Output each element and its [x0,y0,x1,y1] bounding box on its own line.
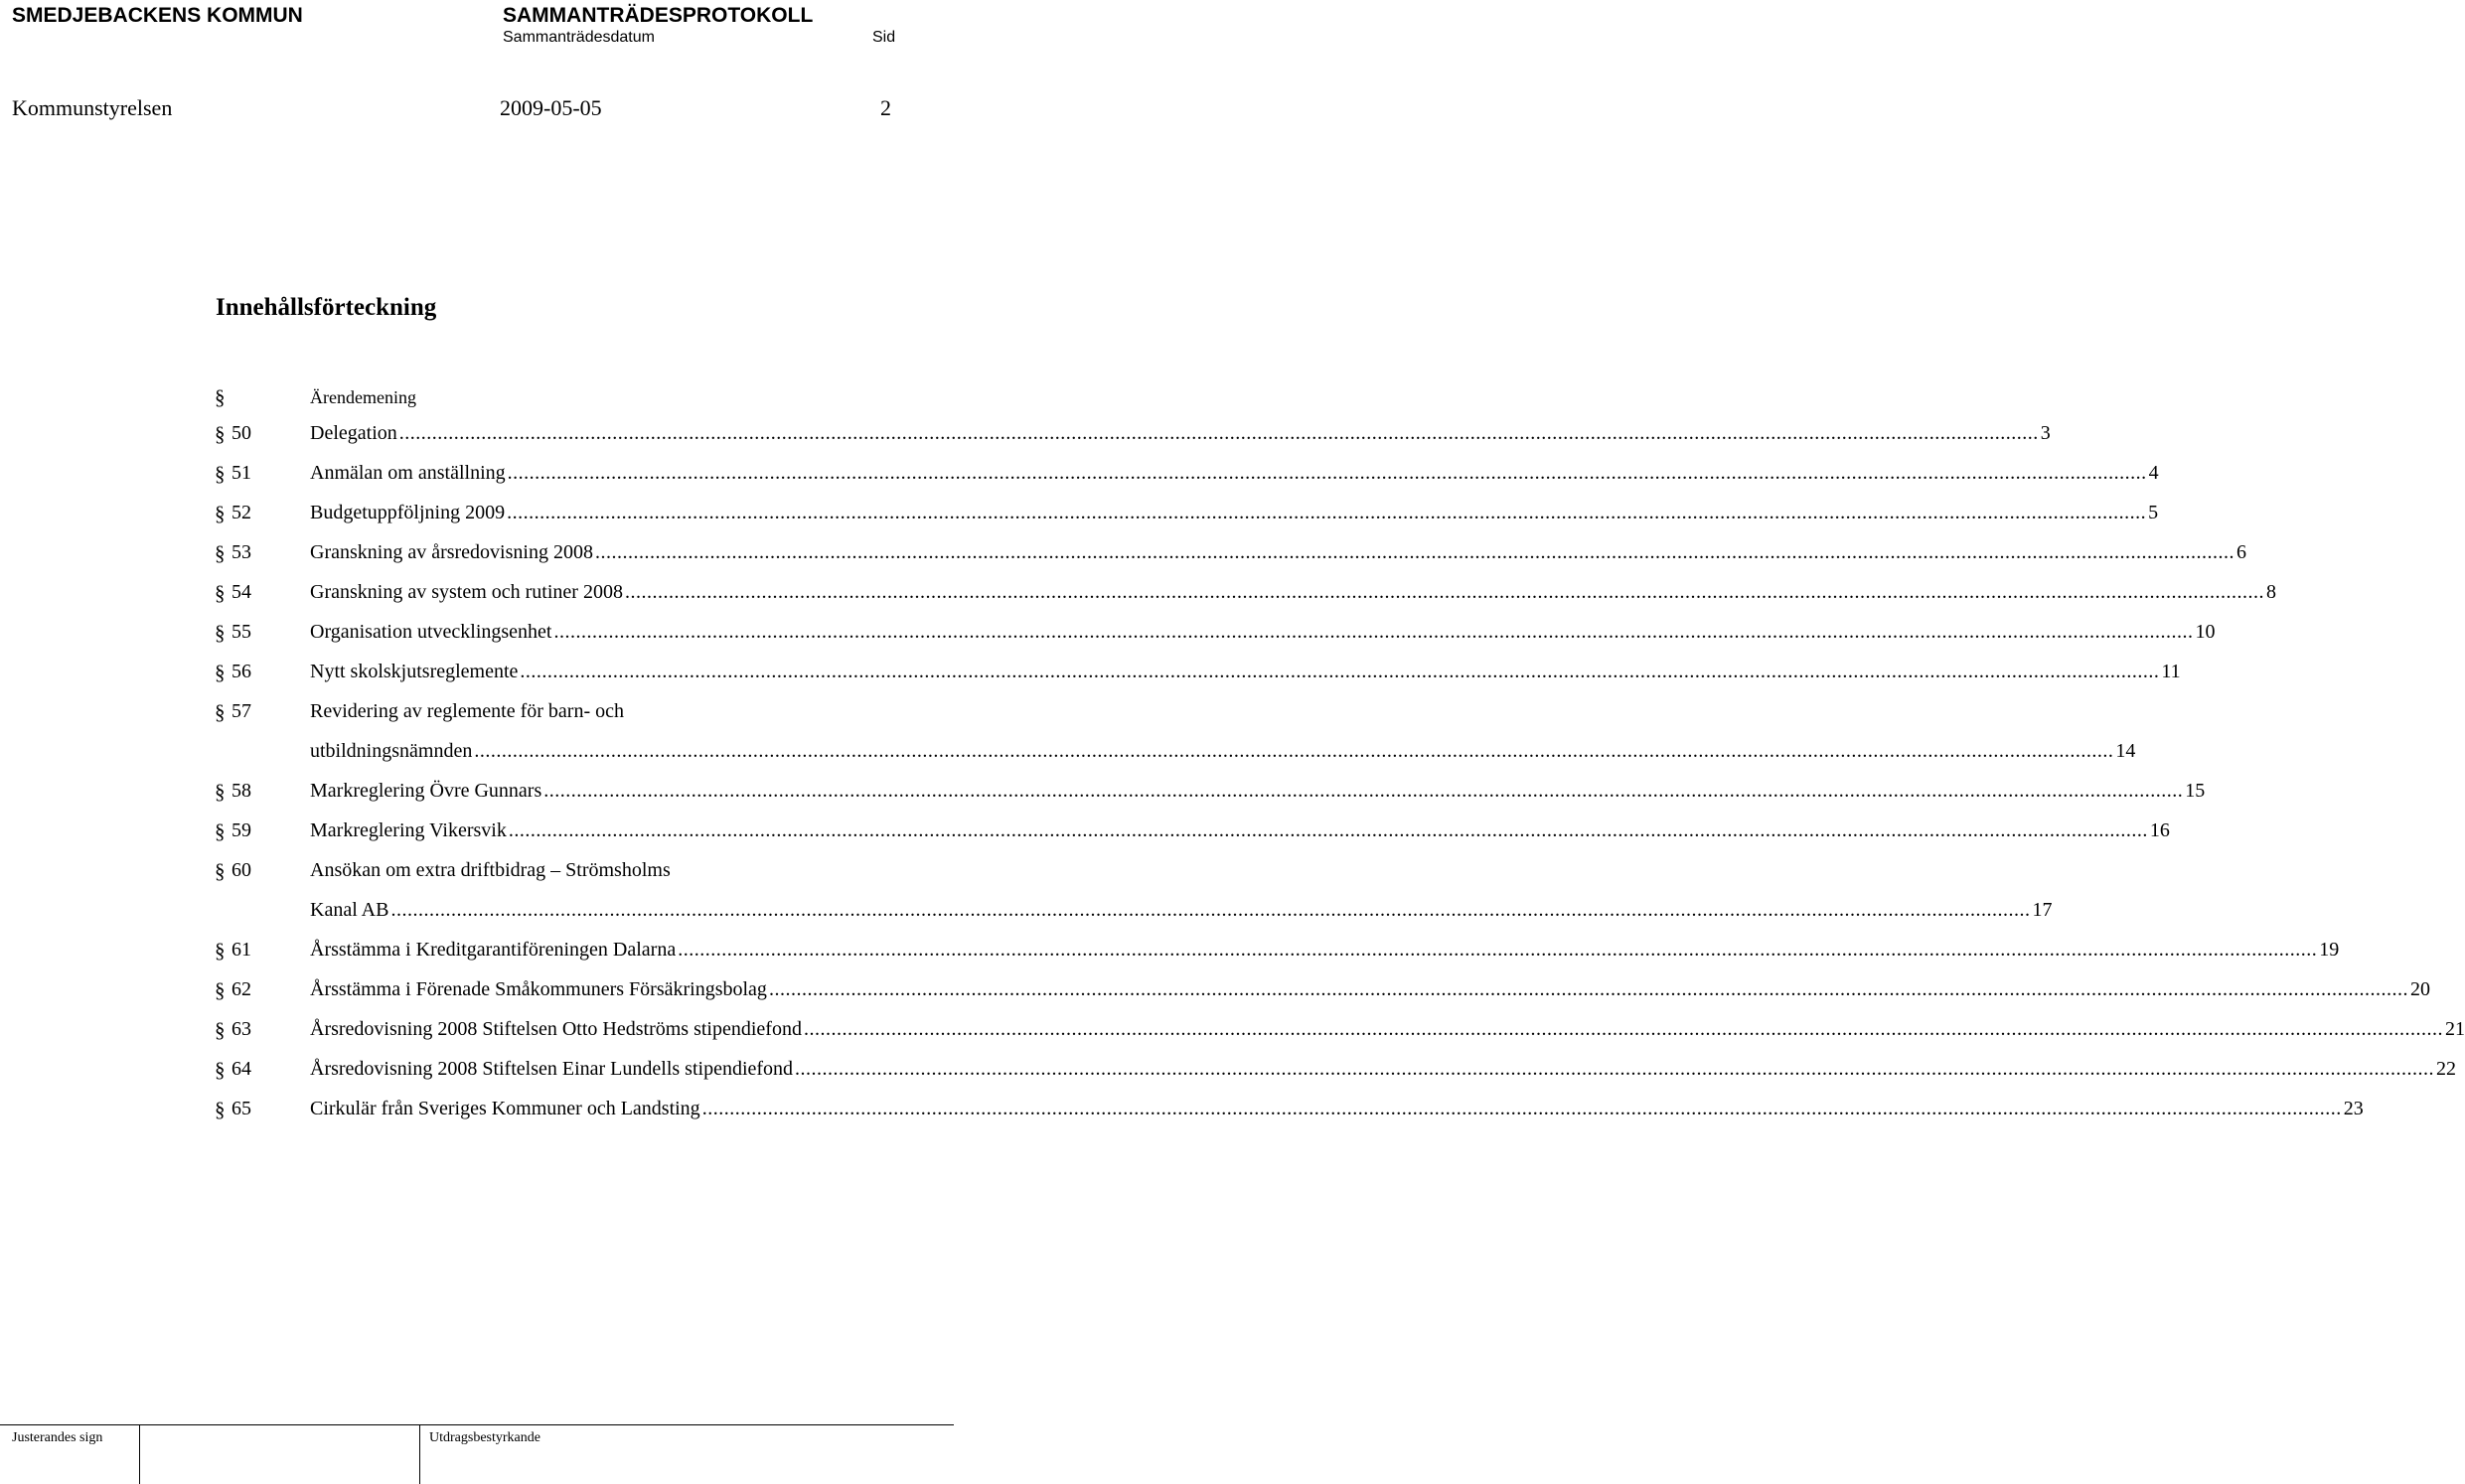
entry-page: 8 [2265,581,2276,603]
dot-leader: ............................................................................................................................................................................................................................................................................................................ [624,581,2264,603]
entry-dot-leader-line [310,1058,2457,1081]
entry-page: 21 [2444,1018,2465,1040]
toc-entry[interactable] [0,939,2340,972]
section-symbol: § [215,661,226,684]
toc-entry[interactable] [0,502,2159,535]
entry-page: 4 [2148,462,2159,484]
entry-number: 54 [231,581,251,603]
entry-number: 56 [231,661,251,682]
entry-dot-leader-line [310,780,2206,803]
toc-entry[interactable] [0,581,2276,615]
entry-title: Granskning av system och rutiner 2008 [310,581,623,603]
entry-title: Årsstämma i Förenade Småkommuners Försäkringsbolag [310,978,767,1000]
entry-title: Budgetuppföljning 2009 [310,502,506,523]
toc-entry[interactable] [0,1098,2364,1131]
entry-dot-leader-line [310,502,2159,524]
section-symbol: § [215,462,226,486]
section-symbol: § [215,541,226,565]
entry-dot-leader-line [310,581,2276,604]
entry-number: 59 [231,819,251,841]
dot-leader: ............................................................................................................................................................................................................................................................................................................ [553,621,2194,643]
section-symbol: § [215,1058,226,1082]
entry-dot-leader-line [310,899,2053,922]
entry-dot-leader-line [310,621,2216,644]
dot-leader: ............................................................................................................................................................................................................................................................................................................ [507,462,2147,484]
entry-page: 17 [2032,899,2053,921]
entry-dot-leader-line [310,661,2181,683]
entry-dot-leader-line [310,1098,2364,1120]
dot-leader: ............................................................................................................................................................................................................................................................................................................ [508,819,2148,841]
dot-leader: ............................................................................................................................................................................................................................................................................................................ [398,422,2039,444]
section-symbol: § [215,700,226,724]
entry-dot-leader-line [310,422,2051,445]
committee-name: Kommunstyrelsen [12,95,173,120]
entry-number: 55 [231,621,251,643]
entry-title: utbildningsnämnden [310,740,473,762]
toc-entry[interactable] [0,661,2181,694]
section-symbol: § [215,502,226,525]
dot-leader: ............................................................................................................................................................................................................................................................................................................ [701,1098,2342,1119]
dot-leader: ............................................................................................................................................................................................................................................................................................................ [678,939,2318,961]
toc-entry[interactable] [0,740,2136,774]
toc-entry[interactable] [0,899,2053,933]
entry-title: Anmälan om anställning [310,462,506,484]
dot-leader: ............................................................................................................................................................................................................................................................................................................ [594,541,2234,563]
entry-page: 15 [2185,780,2206,802]
entry-number: 52 [231,502,251,523]
page-number: 2 [880,95,891,120]
entry-number: 64 [231,1058,251,1080]
dot-leader: ............................................................................................................................................................................................................................................................................................................ [795,1058,2435,1080]
entry-dot-leader-line [310,462,2159,485]
entry-dot-leader-line [310,978,2430,1001]
entry-number: 62 [231,978,251,1000]
footer-divider [0,1424,954,1425]
entry-title: Kanal AB [310,899,389,921]
toc-heading: Innehållsförteckning [216,294,437,321]
section-symbol: § [215,819,226,843]
entry-page: 10 [2195,621,2216,643]
entry-page: 20 [2409,978,2430,1000]
entry-title: Nytt skolskjutsreglemente [310,661,519,682]
entry-title: Årsredovisning 2008 Stiftelsen Otto Hedströms stipendiefond [310,1018,802,1040]
entry-dot-leader-line [310,939,2340,962]
toc-entry-first-line [0,700,954,734]
organization-name: SMEDJEBACKENS KOMMUN [12,4,303,27]
entry-title: Årsstämma i Kreditgarantiföreningen Dalarna [310,939,677,961]
entry-title: Cirkulär från Sveriges Kommuner och Landsting [310,1098,700,1119]
entry-number: 63 [231,1018,251,1040]
entry-number: 65 [231,1098,251,1119]
entry-title: Årsredovisning 2008 Stiftelsen Einar Lundells stipendiefond [310,1058,794,1080]
entry-number: 53 [231,541,251,563]
dot-leader: ............................................................................................................................................................................................................................................................................................................ [507,502,2147,523]
toc-entry[interactable] [0,1018,2465,1052]
section-symbol: § [215,621,226,645]
toc-entry[interactable] [0,1058,2457,1092]
entry-page: 5 [2148,502,2159,523]
section-symbol: § [215,859,226,883]
dot-leader: ............................................................................................................................................................................................................................................................................................................ [520,661,2160,682]
entry-page: 23 [2343,1098,2364,1119]
section-symbol: § [215,978,226,1002]
date-label: Sammanträdesdatum [503,29,655,46]
entry-number: 60 [231,859,251,881]
toc-entry-first-line [0,859,954,893]
toc-entry[interactable] [0,780,2206,814]
column-header-label: Ärendemening [310,387,416,407]
entry-dot-leader-line [310,1018,2465,1041]
entry-title: Organisation utvecklingsenhet [310,621,552,643]
section-symbol: § [215,939,226,963]
entry-page: 6 [2235,541,2246,563]
entry-title-line1: Ansökan om extra driftbidrag – Strömsholms [310,859,671,881]
toc-entry[interactable] [0,621,2216,655]
toc-column-header [0,385,954,419]
document-type: SAMMANTRÄDESPROTOKOLL [503,4,814,27]
entry-number: 57 [231,700,251,722]
entry-title: Markreglering Vikersvik [310,819,507,841]
footer-divider-vertical [419,1424,420,1484]
section-symbol: § [215,1098,226,1121]
entry-page: 11 [2161,661,2181,682]
section-symbol: § [215,422,226,446]
entry-dot-leader-line [310,819,2170,842]
entry-page: 14 [2115,740,2136,762]
entry-number: 51 [231,462,251,484]
entry-title: Delegation [310,422,397,444]
entry-page: 22 [2436,1058,2457,1080]
dot-leader: ............................................................................................................................................................................................................................................................................................................ [474,740,2114,762]
dot-leader: ............................................................................................................................................................................................................................................................................................................ [543,780,2184,802]
toc-entry[interactable] [0,422,2051,456]
section-symbol: § [215,780,226,804]
meeting-date: 2009-05-05 [500,95,602,120]
utdragsbestyrkande-label: Utdragsbestyrkande [429,1430,540,1445]
section-symbol: § [215,581,226,605]
entry-number: 50 [231,422,251,444]
entry-number: 58 [231,780,251,802]
entry-title: Granskning av årsredovisning 2008 [310,541,593,563]
section-symbol: § [215,385,226,409]
entry-title: Markreglering Övre Gunnars [310,780,542,802]
entry-number: 61 [231,939,251,961]
dot-leader: ............................................................................................................................................................................................................................................................................................................ [768,978,2408,1000]
entry-dot-leader-line [310,740,2136,763]
entry-dot-leader-line [310,541,2246,564]
dot-leader: ............................................................................................................................................................................................................................................................................................................ [390,899,2031,921]
entry-title-line1: Revidering av reglemente för barn- och [310,700,624,722]
toc-entry[interactable] [0,541,2246,575]
dot-leader: ............................................................................................................................................................................................................................................................................................................ [803,1018,2443,1040]
toc-entry[interactable] [0,978,2430,1012]
entry-page: 19 [2319,939,2340,961]
toc-entry[interactable] [0,819,2170,853]
entry-page: 16 [2149,819,2170,841]
section-symbol: § [215,1018,226,1042]
toc-entry[interactable] [0,462,2159,496]
footer-divider-vertical [139,1424,140,1484]
justerandes-sign-label: Justerandes sign [12,1430,103,1445]
page-label: Sid [872,29,896,46]
entry-page: 3 [2040,422,2051,444]
